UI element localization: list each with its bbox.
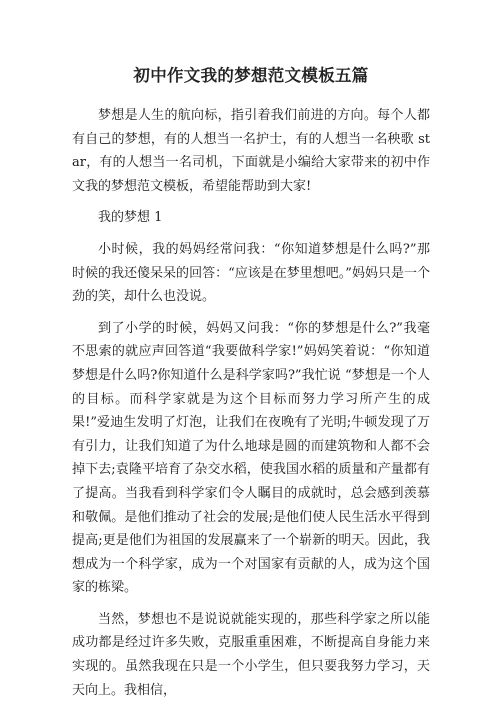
page-title: 初中作文我的梦想范文模板五篇 (133, 66, 369, 85)
body-paragraph: 小时候，我的妈妈经常问我：“你知道梦想是什么吗?”那时候的我还傻呆呆的回答：“应该是在梦里想吧。”妈妈只是一个劲的笑，却什么也没说。 (72, 241, 430, 305)
intro-paragraph: 梦想是人生的航向标，指引着我们前进的方向。每个人都有自己的梦想，有的人想当一名护士，有的人想当一名秧歌 star，有的人想当一名司机，下面就是小编给大家带来的初中作文我的梦想范文模板，希望能帮助到大家! (72, 108, 430, 194)
section-heading: 我的梦想 1 (98, 210, 163, 226)
body-paragraph: 到了小学的时候，妈妈又问我：“你的梦想是什么?”我毫不思索的就应声回答道“我要做科学家!”妈妈笑着说：“你知道梦想是什么吗?你知道什么是科学家吗?”我忙说 “梦想是一个人的目标。而科学家就是为这个目标而努力学习所产生的成果!”爱迪生发明了灯泡，让我们在夜晚有了光明;牛顿发现了万有引力，让我们知道了为什么地球是圆的而建筑物和人都不会掉下去;袁隆平培育了杂交水稻，使我国水稻的质量和产量都有了提高。当我看到科学家们令人瞩目的成就时，总会感到羡慕和敬佩。是他们推动了社会的发展;是他们使人民生活水平得到提高;更是他们为祖国的发展赢来了一个崭新的明天。因此，我想成为一个科学家，成为一个对国家有贡献的人，成为这个国家的栋梁。 (72, 320, 430, 596)
document-page (72, 62, 430, 710)
body-paragraph: 当然，梦想也不是说说就能实现的，那些科学家之所以能成功都是经过许多失败，克服重重困难，不断提高自身能力来实现的。虽然我现在只是一个小学生，但只要我努力学习，天天向上。我相信， (72, 611, 430, 698)
